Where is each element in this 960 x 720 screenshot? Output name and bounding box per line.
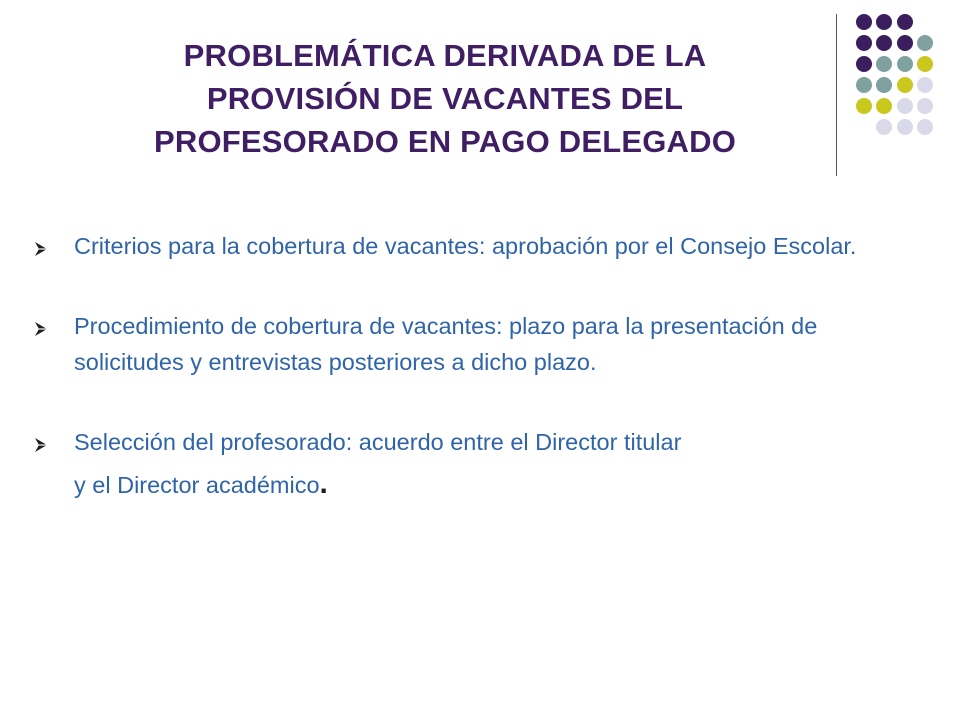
decor-dot — [917, 77, 933, 93]
bullet-text-line-2-text: y el Director académico — [74, 472, 320, 498]
bullet-text: Procedimiento de cobertura de vacantes: plazo para la presentación de solicitudes y entrevistas posteriores a dicho plazo. — [74, 313, 818, 375]
decor-dot — [856, 98, 872, 114]
decor-dot — [856, 56, 872, 72]
decor-dot — [897, 77, 913, 93]
decor-dot — [876, 119, 892, 135]
decor-dot — [897, 14, 913, 30]
title-line-2: PROVISIÓN DE VACANTES DEL — [206, 81, 684, 116]
decor-dot — [876, 56, 892, 72]
arrow-bullet-icon — [34, 241, 50, 257]
decor-dot — [917, 56, 933, 72]
bullet-text-line-2 — [74, 466, 910, 503]
decor-dot — [856, 77, 872, 93]
arrow-bullet-icon — [34, 437, 50, 453]
decor-dot — [897, 56, 913, 72]
decor-dot — [897, 98, 913, 114]
bullet-text: Criterios para la cobertura de vacantes: aprobación por el Consejo Escolar. — [74, 233, 857, 259]
decor-dot — [917, 119, 933, 135]
bullet-item — [30, 228, 910, 264]
decor-dot — [856, 14, 872, 30]
decor-dot — [856, 35, 872, 51]
decor-dot — [897, 119, 913, 135]
decor-dot — [876, 14, 892, 30]
bullet-list — [30, 228, 910, 503]
decor-dot — [876, 77, 892, 93]
bullet-item — [30, 424, 910, 503]
decor-dot — [897, 35, 913, 51]
decor-dot — [876, 35, 892, 51]
bullet-end-mark: . — [319, 467, 328, 500]
dot-grid-icon — [0, 0, 960, 200]
title-line-1: PROBLEMÁTICA DERIVADA DE LA — [183, 38, 707, 73]
arrow-bullet-icon — [34, 321, 50, 337]
decor-dot — [917, 35, 933, 51]
title-line-3: PROFESORADO EN PAGO DELEGADO — [153, 124, 737, 159]
decor-dot — [917, 98, 933, 114]
decor-dot — [876, 98, 892, 114]
bullet-item — [30, 308, 910, 380]
bullet-text-line-1: Selección del profesorado: acuerdo entre el Director titular — [74, 429, 682, 455]
